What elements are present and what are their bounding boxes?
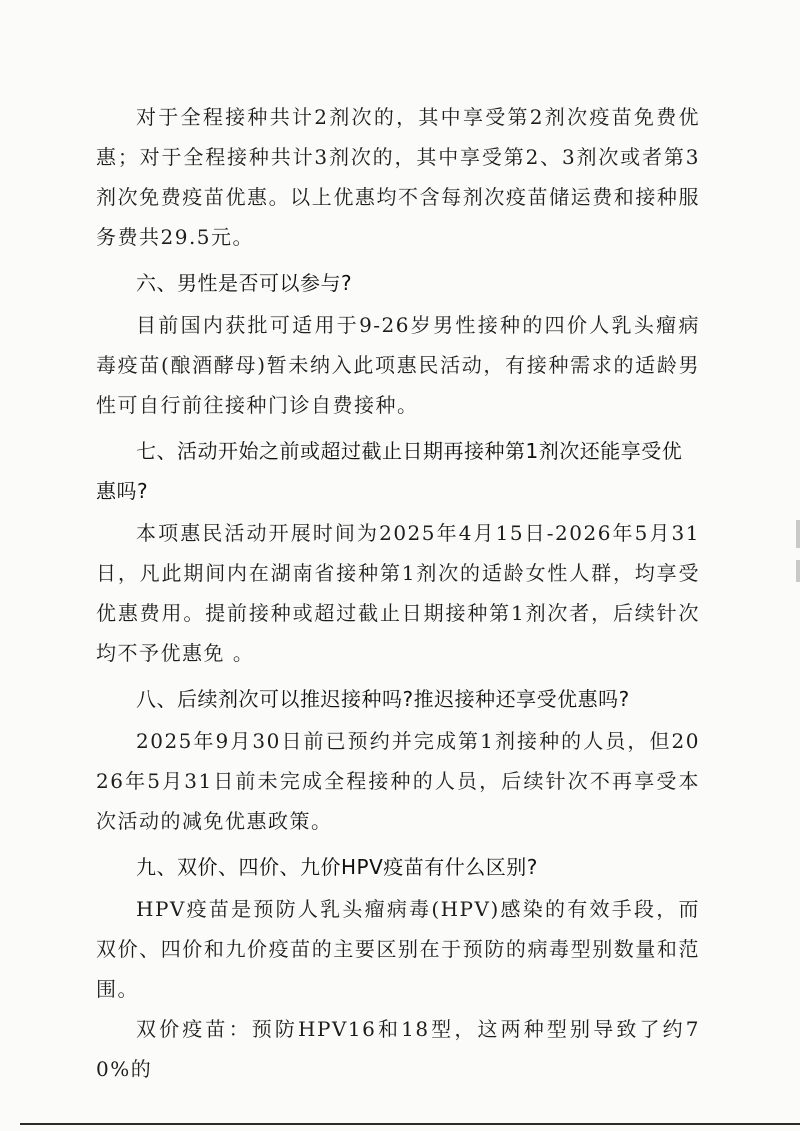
paragraph-dose-discount: 对于全程接种共计2剂次的，其中享受第2剂次疫苗免费优惠；对于全程接种共计3剂次的，其中享受第2、3剂次或者第3剂次免费疫苗优惠。以上优惠均不含每剂次疫苗储运费和接种服务费共29.5元。: [96, 105, 700, 249]
scan-edge-mark: [796, 560, 800, 582]
scan-edge-mark: [796, 520, 800, 548]
paragraph-bivalent: 双价疫苗：预防HPV16和18型，这两种型别导致了约70%的: [96, 1017, 700, 1081]
paragraph-delay: 2025年9月30日前已预约并完成第1剂接种的人员，但2026年5月31日前未完成全程接种的人员，后续针次不再享受本次活动的减免优惠政策。: [96, 729, 700, 833]
heading-delay: 八、后续剂次可以推迟接种吗?推迟接种还享受优惠吗?: [136, 687, 630, 711]
heading-dates: 七、活动开始之前或超过截止日期再接种第1剂次还能享受优惠吗?: [96, 439, 683, 503]
paragraph-dates: 本项惠民活动开展时间为2025年4月15日-2026年5月31日，凡此期间内在湖南省接种第1剂次的适龄女性人群，均享受优惠费用。提前接种或超过截止日期接种第1剂次者，后续针次均不予优惠免 。: [96, 521, 700, 665]
heading-male-eligibility: 六、男性是否可以参与?: [136, 271, 353, 295]
document-body: [96, 97, 700, 1089]
paragraph-vaccine-intro: HPV疫苗是预防人乳头瘤病毒(HPV)感染的有效手段，而双价、四价和九价疫苗的主要区别在于预防的病毒型别数量和范围。: [96, 897, 700, 1001]
page-bottom-edge: [20, 1123, 800, 1125]
paragraph-male-eligibility: 目前国内获批可适用于9-26岁男性接种的四价人乳头瘤病毒疫苗(酿酒酵母)暂未纳入此项惠民活动，有接种需求的适龄男性可自行前往接种门诊自费接种。: [96, 313, 700, 417]
heading-vaccine-difference: 九、双价、四价、九价HPV疫苗有什么区别?: [136, 855, 538, 879]
